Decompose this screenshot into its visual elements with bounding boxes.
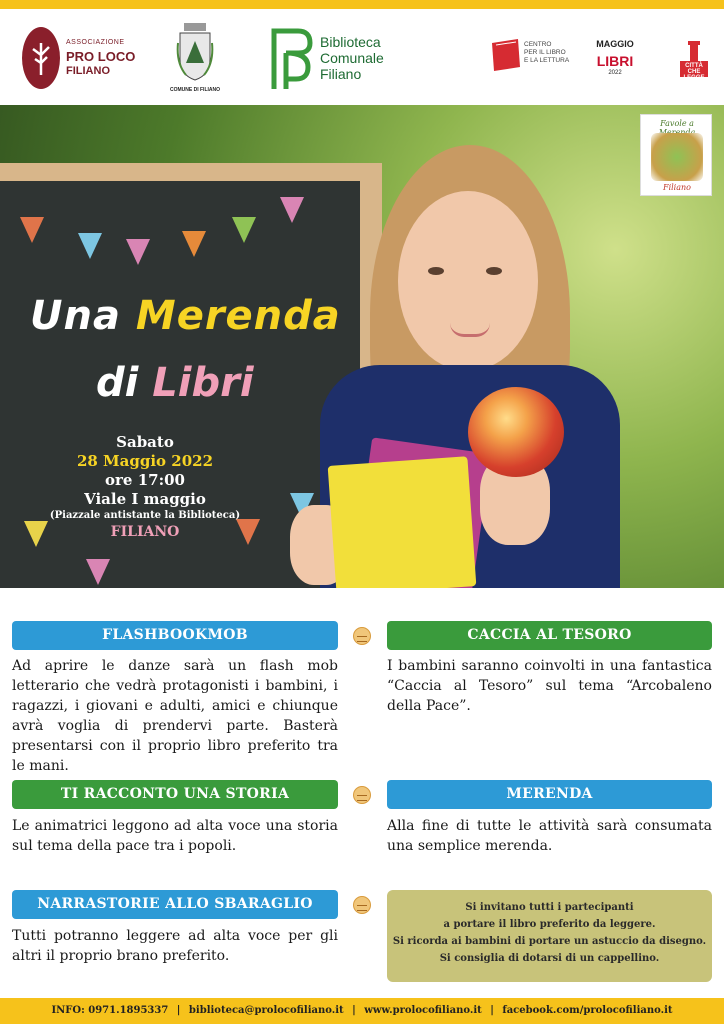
title-word-una: Una <box>30 293 121 339</box>
comune-crest-logo <box>166 23 224 97</box>
divider-dot-icon <box>353 627 371 645</box>
proloco-logo <box>22 27 152 89</box>
event-title-line2 <box>96 360 254 406</box>
pennant <box>126 239 150 265</box>
biblioteca-line1: Biblioteca <box>320 34 381 50</box>
pennant <box>86 559 110 585</box>
participants-note <box>387 890 712 982</box>
hero-photo <box>0 105 724 588</box>
cepell-line3: E LA LETTURA <box>524 57 570 64</box>
yellow-book <box>328 456 477 588</box>
cepell-line1: CENTRO <box>524 41 552 48</box>
event-title-line1 <box>30 293 341 339</box>
cepell-logo <box>490 39 580 73</box>
title-word-libri: Libri <box>152 360 254 406</box>
comune-caption: COMUNE DI FILIANO <box>170 87 220 93</box>
footer-email-link[interactable]: biblioteca@prolocofiliano.it <box>188 1005 344 1016</box>
note-line4: Si consiglia di dotarsi di un cappellino. <box>439 953 660 964</box>
event-place-note: (Piazzale antistante la Biblioteca) <box>49 510 241 521</box>
divider-dot-icon <box>353 896 371 914</box>
proloco-line3: FILIANO <box>66 65 110 77</box>
proloco-line2: PRO LOCO <box>66 49 136 64</box>
citta-label: CITTÀ CHE LEGGE <box>683 63 705 81</box>
girl-face <box>398 191 538 371</box>
event-place: Viale I maggio <box>84 490 206 508</box>
pennant <box>232 217 256 243</box>
event-info <box>40 433 250 541</box>
event-time: ore 17:00 <box>105 471 185 489</box>
favole-a-merenda-logo <box>640 114 712 196</box>
flashbookmob-heading: FLASHBOOKMOB <box>12 621 338 650</box>
storia-text: Le animatrici leggono ad alta voce una storia sul tema della pace tra i popoli. <box>12 818 338 854</box>
narrastorie-heading: NARRASTORIE ALLO SBARAGLIO <box>12 890 338 919</box>
footer-contacts <box>0 998 724 1024</box>
event-town: FILIANO <box>110 524 180 540</box>
maggio-line1: MAGGIO <box>596 39 634 49</box>
apple <box>468 387 564 477</box>
pennant <box>182 231 206 257</box>
maggio-libri-logo <box>594 39 636 81</box>
footer-phone: INFO: 0971.1895337 <box>51 1005 169 1016</box>
footer-facebook-link[interactable]: facebook.com/prolocofiliano.it <box>502 1005 673 1016</box>
cepell-book-icon <box>490 39 522 73</box>
note-line2: a portare il libro preferito da leggere. <box>443 919 656 930</box>
footer-separator: | <box>176 1005 181 1016</box>
favole-illustration <box>651 133 703 181</box>
crest-icon <box>176 23 214 81</box>
note-line1: Si invitano tutti i partecipanti <box>465 902 634 913</box>
biblioteca-mark-icon <box>268 23 318 93</box>
divider-dot-icon <box>353 786 371 804</box>
title-word-merenda: Merenda <box>135 293 341 339</box>
tower-icon <box>678 39 710 61</box>
biblioteca-logo <box>268 23 408 93</box>
footer-separator: | <box>352 1005 356 1016</box>
event-date: 28 Maggio 2022 <box>76 452 214 470</box>
pennant <box>20 217 44 243</box>
note-line3: Si ricorda ai bambini di portare un astuccio da disegno. <box>392 936 707 947</box>
biblioteca-line2: Comunale <box>320 50 384 66</box>
caccia-text: I bambini saranno coinvolti in una fantastica “Caccia al Tesoro” sul tema “Arcobaleno della Pace”. <box>387 658 712 714</box>
cepell-line2: PER IL LIBRO <box>524 49 566 56</box>
narrastorie-text: Tutti potranno leggere ad alta voce per gli altri il proprio brano preferito. <box>12 928 338 964</box>
proloco-line1: ASSOCIAZIONE <box>66 39 125 46</box>
footer-website-link[interactable]: www.prolocofiliano.it <box>364 1005 482 1016</box>
top-yellow-bar <box>0 0 724 9</box>
pennant <box>280 197 304 223</box>
proloco-mark-icon <box>22 27 60 89</box>
merenda-heading: MERENDA <box>387 780 712 809</box>
caccia-heading: CACCIA AL TESORO <box>387 621 712 650</box>
favole-bottom: Filiano <box>663 183 691 192</box>
cepell-text <box>524 41 569 65</box>
maggio-line2: LIBRI <box>596 53 634 69</box>
maggio-line3: 2022 <box>608 70 622 76</box>
flashbookmob-text: Ad aprire le danze sarà un flash mob letterario che vedrà protagonisti i bambini, i ragazzi, i giovani e adulti, amici e chiunque avrà voglia di prendervi parte. Basterà presentarsi con il proprio libro preferito tra le mani. <box>12 658 338 774</box>
favole-title: Favole a <box>660 119 694 128</box>
girl-eye <box>428 267 444 275</box>
merenda-text: Alla fine di tutte le attività sarà consumata una semplice merenda. <box>387 818 712 854</box>
citta-che-legge-logo <box>678 39 710 81</box>
footer-separator: | <box>490 1005 494 1016</box>
girl-eye <box>486 267 502 275</box>
pennant <box>78 233 102 259</box>
event-day: Sabato <box>116 433 174 451</box>
storia-heading: TI RACCONTO UNA STORIA <box>12 780 338 809</box>
logo-header <box>0 9 724 105</box>
biblioteca-line3: Filiano <box>320 66 362 82</box>
title-word-di: di <box>96 360 139 406</box>
